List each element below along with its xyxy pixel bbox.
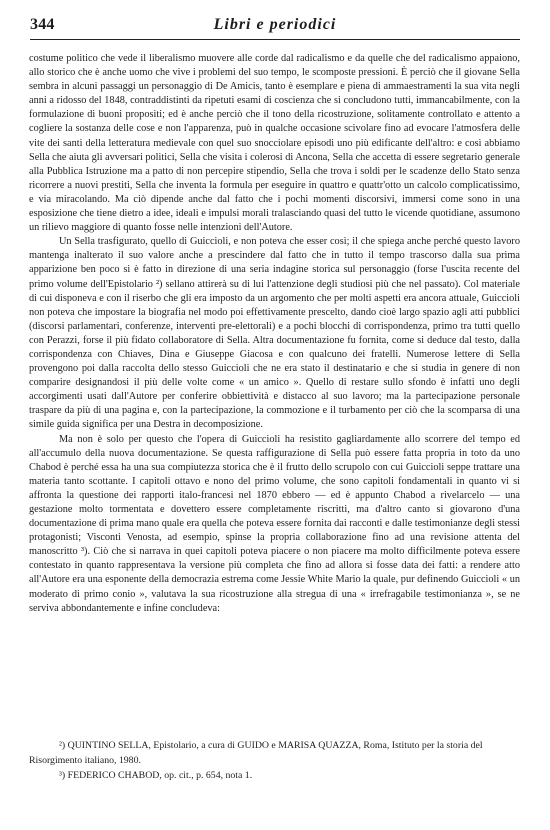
footnote: ³) FEDERICO CHABOD, op. cit., p. 654, nota 1. xyxy=(59,770,253,781)
header-rule xyxy=(30,39,520,40)
paragraph: costume politico che vede il liberalismo muovere alle corde dal radicalismo e da quelle che del radicalismo appaiono, allo storico che è anche uomo che vive i problemi del suo tempo, le scomposte pressioni. È perciò che il giovane Sella sembra in alcuni passaggi un personaggio di De Amicis, tanto è esemplare e piena di ammaestramenti la sua vita negli anni a ridosso del 1848, contraddistinti da ripetuti esami di coscienza che si concludono tutti, immancabilmente, con la formulazione di buoni propositi; ed è anche perciò che il tono della ricostruzione, solitamente controllato e attento a cogliere la sostanza delle cose e non l'apparenza, può in qualche occasione scivolare fino ad evocare l'atmosfera delle vite dei santi della letteratura medievale con quel suo snocciolare episodi uno più edificante dell'altro: e così abbiamo Sella che aiuta gli avversari politici, Sella che visita i colerosi di Ancona, Sella che accetta di essere segretario generale alla Pubblica Istruzione ma a patto di non percepire stipendio, Sella che trova i soldi per le scadenze dello Stato senza ricorrere a nuovi prestiti, Sella che inventa la formula per eseguire in quattro e quattr'otto un calcolo complicatissimo, e via miracolando. Ma ciò dipende anche dal fatto che i pochi momenti discorsivi, immersi come sono in una esposizione che tiene dietro a idee, ideali e impulsi morali tralasciando quasi del tutto le vicende quotidiane, assumono un rilievo maggiore di quanto fosse nelle intenzioni dell'Autore. xyxy=(29,53,520,234)
running-head: Libri e periodici xyxy=(213,16,337,33)
paragraph: Un Sella trasfigurato, quello di Guiccioli, e non poteva che esser così; il che spiega anche perché questo lavoro mantenga inalterato il suo valore anche a prescindere dal fatto che in tutto il tempo trascorso dalla sua prima apparizione ben poco si è fatto in direzione di una seria indagine storica sul personaggio (forse l'uscita recente del primo volume dell'Epistolario ²) sellano attirerà su di lui l'attenzione degli studiosi più che nel passato). Col materiale di cui disponeva e con il riserbo che gli era imposto da un argomento che per molti aspetti era ancora attuale, Guiccioli non poteva che impostare la biografia nel modo poi effettivamente prescelto, dando cioè largo spazio agli atti pubblici (discorsi parlamentari, conferenze, interventi pre-elettorali) e a pochi blocchi di corrispondenza, primo tra tutti quello con Perazzi, forse il più fidato collaboratore di Sella. Altra documentazione fu fornita, come si deduce dal testo, dalla corrispondenza con Chiaves, Dina e Giuseppe Giacosa e con qualcuno dei fratelli. Numerose lettere di Sella provengono poi dalla raccolta dello stesso Guiccioli che ne era stato il destinatario e che si studia in genere di non comparire designandosi il più delle volte come « un amico ». Quello di restare sullo sfondo è infatti uno degli accorgimenti usati dall'Autore per conferire obbiettività e distacco al suo lavoro; ma la partecipazione personale traspare da più di una pagina e, con la partecipazione, la commozione e il turbamento per ciò che la scomparsa di una simile guida significa per una Destra in decomposizione. xyxy=(29,236,520,431)
footnotes xyxy=(29,738,520,783)
page-number: 344 xyxy=(30,16,55,33)
footnote: ²) QUINTINO SELLA, Epistolario, a cura di GUIDO e MARISA QUAZZA, Roma, Istituto per la storia del Risorgimento italiano, 1980. xyxy=(29,740,483,766)
page-header xyxy=(30,16,520,38)
main-text xyxy=(29,52,520,616)
paragraph: Ma non è solo per questo che l'opera di Guiccioli ha resistito gagliardamente allo scorrere del tempo ed all'accumulo della nuova documentazione. Se questa raffigurazione di Sella può essere fatta propria in toto da uno Chabod è perché essa ha una sua compiutezza storica che è il frutto dello scrupolo con cui Guiccioli seppe trattare una materia tanto scottante. I capitoli ottavo e nono del primo volume, che sono capitoli fondamentali in quanto vi si affronta la questione dei rapporti italo-francesi nel 1870 ebbero — ed è appunto Chabod a rivelarcelo — una gestazione molto tormentata e dovettero essere completamente riscritti, ma d'altro canto si giovarono d'una documentazione di prima mano quale era quella che poteva essere fornita dai racconti e dalle testimonianze degli stessi protagonisti; Visconti Venosta, ad esempio, spinse la propria collaborazione fino ad una revisione attenta del manoscritto ³). Ciò che si narrava in quei capitoli poteva piacere o non piacere ma molto difficilmente poteva essere contestato in quanto rappresentava la versione più completa che fino ad allora si fosse data dei fatti: a rendere atto all'Autore era una esponente della democrazia estrema come Jessie White Mario la quale, pur definendo Guiccioli « un moderato di primo conio », valutava la sua ricostruzione alla stregua di una « irrefragabile testimonianza », se ne serviva abbondantemente e infine concludeva: xyxy=(29,433,520,614)
